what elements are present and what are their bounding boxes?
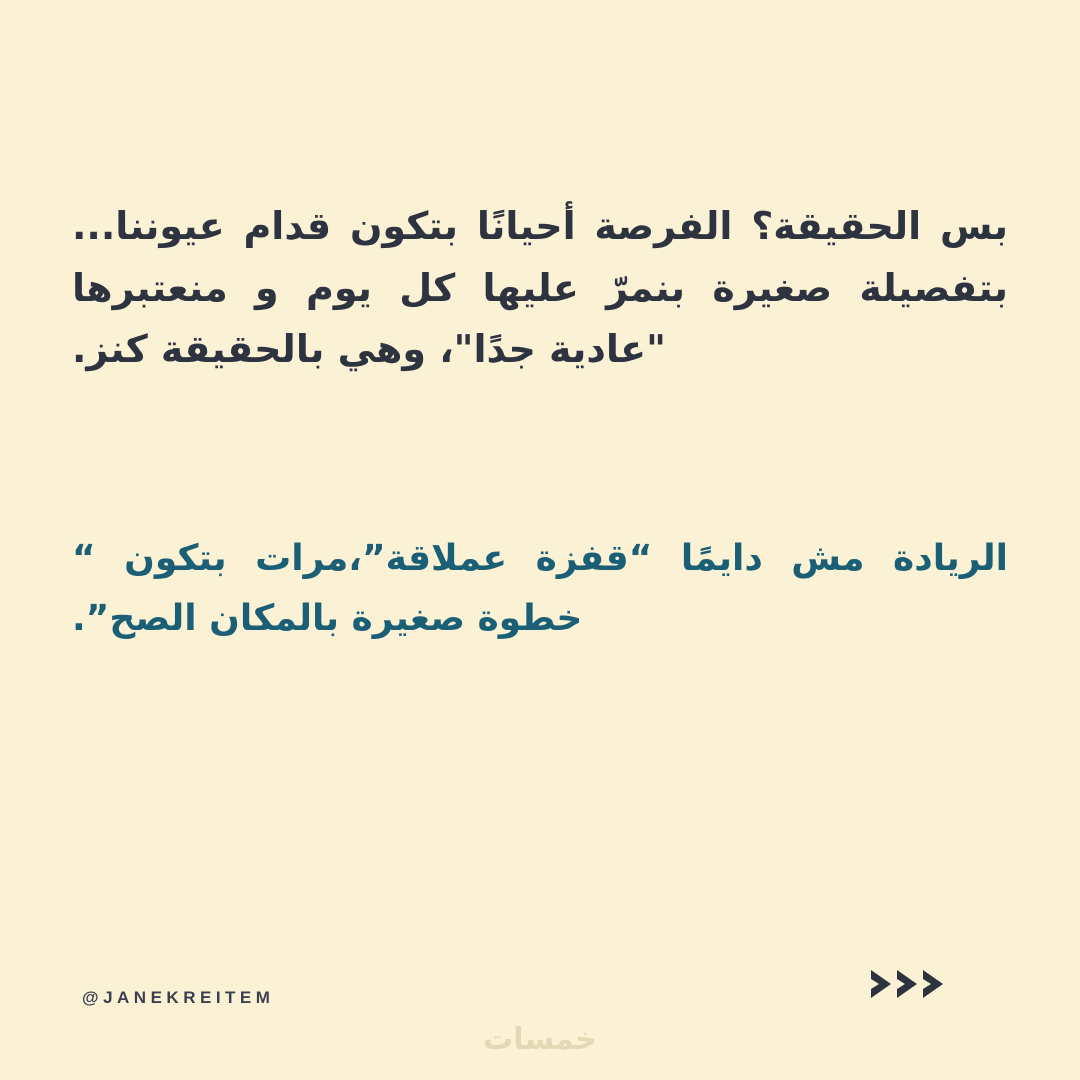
- chevrons-right-icon[interactable]: [868, 962, 948, 1006]
- body-paragraph-accent: الريادة مش دايمًا “قفزة عملاقة”،مرات بتكون “ خطوة صغيرة بالمكان الصح”.: [72, 537, 1008, 640]
- slide-content: [72, 196, 1008, 650]
- author-handle: @JANEKREITEM: [82, 988, 275, 1007]
- paragraph-spacer: [72, 381, 1008, 529]
- body-paragraph-primary: بس الحقيقة؟ الفرصة أحيانًا بتكون قدام عيوننا... بتفصيلة صغيرة بنمرّ عليها كل يوم و منعتبرها "عادية جدًا"، وهي بالحقيقة كنز.: [72, 204, 1008, 372]
- watermark-text: خمسات: [483, 1022, 597, 1057]
